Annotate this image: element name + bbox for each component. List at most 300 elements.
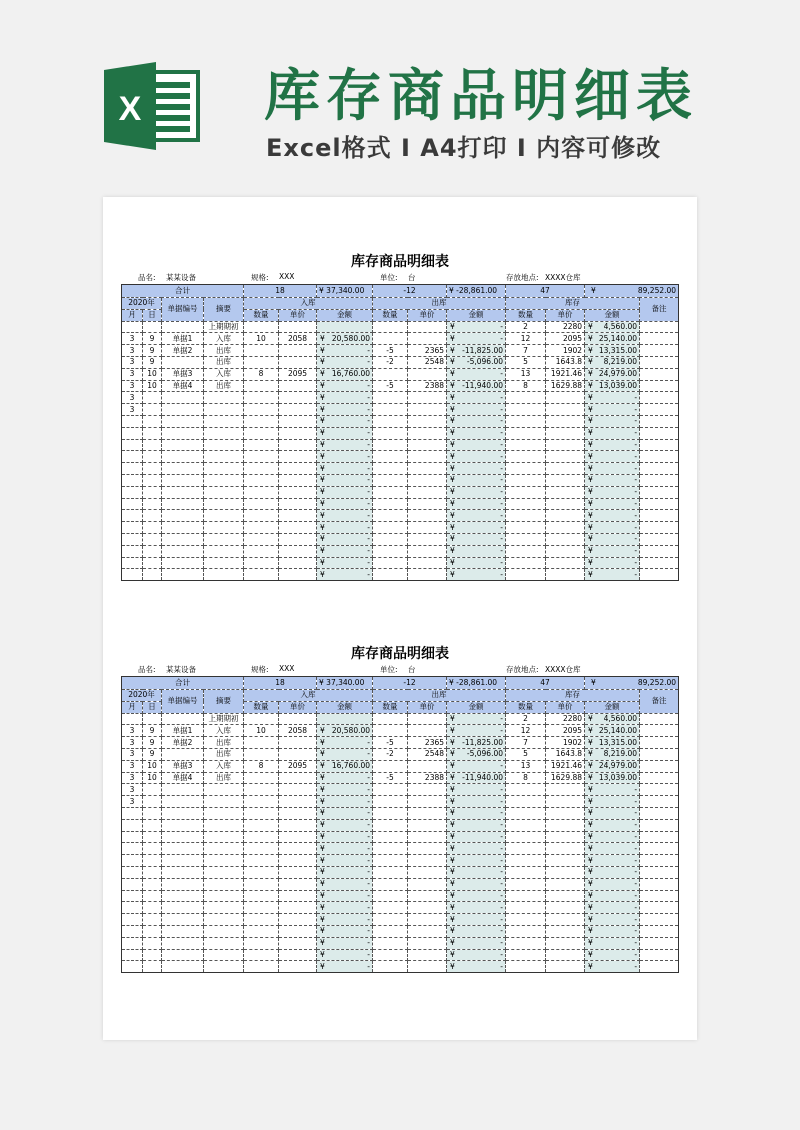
currency-symbol: ¥ [588,737,593,747]
in-amount-cell [317,380,373,392]
in-price-cell [279,937,317,949]
currency-symbol: ¥ [450,546,455,556]
currency-symbol: ¥ [320,569,325,579]
summary-cell [204,866,244,878]
amount-value: - [367,890,371,900]
out-qty-cell [373,902,408,914]
currency-symbol: ¥ [450,749,455,759]
in-qty-cell [244,510,279,522]
currency-symbol: ¥ [588,498,593,508]
header-stock: 库存 [506,298,640,310]
summary-cell [204,937,244,949]
header-stock: 库存 [506,690,640,702]
table-row [122,949,679,961]
currency-symbol: ¥ [450,831,455,841]
doc-no-cell [162,545,204,557]
amount-value: 24,979.00 [598,369,638,379]
stock-price-cell [546,451,585,463]
stock-amount-cell [585,831,640,843]
out-qty-cell [373,949,408,961]
in-qty-cell [244,463,279,475]
total-stock-amount [585,677,679,690]
month-cell: 3 [122,784,143,796]
out-price-cell [408,333,447,345]
currency-symbol: ¥ [450,451,455,461]
stock-qty-cell [506,831,546,843]
amount-value: - [500,879,504,889]
currency-symbol: ¥ [320,522,325,532]
amount-value: - [367,522,371,532]
amount-value: -5,096.00 [466,749,504,759]
amount-value: -11,825.00 [462,345,504,355]
doc-no-cell [162,463,204,475]
stock-price-cell [546,533,585,545]
remark-cell [640,404,679,416]
in-price-cell [279,463,317,475]
day-cell [143,843,162,855]
amount-value: - [500,867,504,877]
header-in-amount: 金额 [317,701,373,713]
amount-value: -5,096.00 [466,357,504,367]
table-row [122,368,679,380]
currency-symbol: ¥ [588,914,593,924]
stock-price-cell [546,937,585,949]
out-qty-cell [373,784,408,796]
amount-value: 8,219.00 [603,749,638,759]
out-amount-cell [447,380,506,392]
month-cell [122,855,143,867]
amount-value: - [634,961,638,971]
out-qty-cell [373,961,408,973]
total-in-qty: 18 [244,285,317,298]
stock-amount-cell [585,890,640,902]
stock-qty-cell [506,486,546,498]
month-cell [122,545,143,557]
out-price-cell [408,784,447,796]
in-amount-cell [317,439,373,451]
day-cell [143,961,162,973]
amount-value: - [634,451,638,461]
out-amount-cell [447,439,506,451]
amount-value: - [500,949,504,959]
in-price-cell [279,522,317,534]
currency-symbol: ¥ [450,938,455,948]
currency-symbol: ¥ [450,949,455,959]
out-qty-cell: -5 [373,345,408,357]
out-qty-cell [373,415,408,427]
out-price-cell: 2365 [408,737,447,749]
doc-no-cell: 单据4 [162,380,204,392]
out-amount-cell [447,356,506,368]
out-qty-cell [373,392,408,404]
doc-no-cell [162,533,204,545]
summary-cell [204,463,244,475]
amount-value: - [367,487,371,497]
out-price-cell: 2388 [408,380,447,392]
summary-cell: 入库 [204,725,244,737]
stock-qty-cell [506,404,546,416]
unit-label: 单位: [380,273,398,282]
in-qty-cell [244,392,279,404]
in-amount-cell [317,902,373,914]
stock-price-cell [546,831,585,843]
currency-symbol: ¥ [588,428,593,438]
header-out-amount: 金额 [447,309,506,321]
out-qty-cell [373,866,408,878]
out-price-cell [408,855,447,867]
out-qty-cell [373,796,408,808]
remark-cell [640,819,679,831]
amount-value: - [500,820,504,830]
amount-value: -11,940.00 [462,772,504,782]
summary-cell: 上期期初 [204,321,244,333]
out-amount-cell [447,949,506,961]
day-cell: 9 [143,748,162,760]
day-cell [143,474,162,486]
summary-cell: 出库 [204,737,244,749]
amount-value: - [500,463,504,473]
out-price-cell: 2548 [408,748,447,760]
doc-no-cell [162,890,204,902]
in-amount-cell [317,510,373,522]
summary-cell [204,451,244,463]
out-amount-cell [447,474,506,486]
in-amount-cell [317,831,373,843]
out-qty-cell [373,855,408,867]
stock-amount-cell [585,522,640,534]
out-price-cell [408,439,447,451]
out-amount-cell [447,890,506,902]
in-qty-cell [244,356,279,368]
in-price-cell [279,772,317,784]
doc-no-cell [162,902,204,914]
day-cell [143,949,162,961]
totals-label: 合计 [122,677,244,690]
in-qty-cell [244,866,279,878]
summary-cell [204,878,244,890]
header-stock-price: 单价 [546,701,585,713]
currency-symbol: ¥ [450,534,455,544]
out-qty-cell [373,807,408,819]
stock-amount-cell [585,380,640,392]
amount-value: - [500,914,504,924]
stock-price-cell [546,866,585,878]
in-amount-cell [317,557,373,569]
stock-price-cell [546,925,585,937]
unit-value: 台 [408,273,416,282]
banner-subtitle: Excel格式 I A4打印 I 内容可修改 [266,134,662,162]
doc-no-cell [162,439,204,451]
header-remark: 备注 [640,298,679,322]
table-row [122,760,679,772]
header-day: 日 [143,701,162,713]
amount-value: - [500,938,504,948]
table-row [122,772,679,784]
stock-amount-cell [585,463,640,475]
day-cell: 10 [143,760,162,772]
currency-symbol: ¥ [450,392,455,402]
stock-qty-cell [506,866,546,878]
doc-no-cell [162,569,204,581]
day-cell [143,855,162,867]
amount-value: - [500,510,504,520]
amount-value: 25,140.00 [598,333,638,343]
in-qty-cell [244,914,279,926]
currency-symbol: ¥ [450,867,455,877]
out-price-cell [408,510,447,522]
total-in-amount: ¥ 37,340.00 [317,677,373,690]
doc-no-cell [162,914,204,926]
doc-no-cell [162,937,204,949]
month-cell: 3 [122,345,143,357]
in-qty-cell [244,784,279,796]
currency-symbol: ¥ [450,475,455,485]
currency-symbol: ¥ [588,463,593,473]
day-cell [143,510,162,522]
location-label: 存放地点: [506,273,539,282]
stock-amount-cell [585,356,640,368]
stock-amount-cell [585,937,640,949]
out-amount-cell [447,831,506,843]
month-cell: 3 [122,737,143,749]
currency-symbol: ¥ [320,938,325,948]
table-row [122,474,679,486]
doc-no-cell [162,713,204,725]
currency-symbol: ¥ [320,333,325,343]
currency-symbol: ¥ [450,522,455,532]
month-cell: 3 [122,772,143,784]
amount-value: - [500,498,504,508]
name-label: 品名: [138,665,156,674]
doc-no-cell [162,557,204,569]
remark-cell [640,961,679,973]
remark-cell [640,368,679,380]
doc-no-cell [162,498,204,510]
amount-value: - [500,796,504,806]
month-cell [122,498,143,510]
remark-cell [640,796,679,808]
in-amount-cell [317,855,373,867]
day-cell: 9 [143,345,162,357]
currency-symbol: ¥ [588,569,593,579]
currency-symbol: ¥ [320,534,325,544]
table-row [122,855,679,867]
in-price-cell [279,855,317,867]
in-qty-cell: 8 [244,368,279,380]
stock-amount-cell [585,843,640,855]
amount-value: 13,039.00 [598,380,638,390]
summary-cell [204,890,244,902]
amount-value: 24,979.00 [598,761,638,771]
amount-value: - [367,938,371,948]
currency-symbol: ¥ [588,534,593,544]
currency-symbol: ¥ [450,498,455,508]
stock-qty-cell [506,557,546,569]
month-cell [122,902,143,914]
amount-value: - [367,879,371,889]
stock-qty-cell: 7 [506,737,546,749]
in-price-cell [279,961,317,973]
out-price-cell [408,463,447,475]
amount-value: - [367,546,371,556]
currency-symbol: ¥ [450,772,455,782]
stock-qty-cell: 12 [506,725,546,737]
summary-cell [204,902,244,914]
currency-symbol: ¥ [588,557,593,567]
amount-value: - [500,890,504,900]
currency-symbol: ¥ [450,357,455,367]
in-qty-cell [244,427,279,439]
summary-cell [204,392,244,404]
sheet-title: 库存商品明细表 [351,646,449,662]
currency-symbol: ¥ [588,902,593,912]
currency-symbol: ¥ [320,961,325,971]
stock-price-cell [546,486,585,498]
in-price-cell: 2095 [279,368,317,380]
amount-value: - [367,357,371,367]
stock-amount-cell [585,878,640,890]
out-qty-cell [373,878,408,890]
location-label: 存放地点: [506,665,539,674]
stock-qty-cell: 7 [506,345,546,357]
currency-symbol: ¥ [591,286,596,295]
total-stock-amount [585,285,679,298]
table-row [122,902,679,914]
stock-amount-cell [585,427,640,439]
amount-value: - [634,534,638,544]
stock-amount-cell [585,451,640,463]
amount-value: 16,760.00 [331,369,371,379]
amount-value: - [367,749,371,759]
currency-symbol: ¥ [320,369,325,379]
in-amount-cell [317,392,373,404]
day-cell: 9 [143,737,162,749]
unit-value: 台 [408,665,416,674]
in-qty-cell [244,415,279,427]
remark-cell [640,902,679,914]
currency-symbol: ¥ [450,439,455,449]
out-amount-cell [447,914,506,926]
header-summary: 摘要 [204,690,244,714]
in-price-cell [279,890,317,902]
doc-no-cell [162,949,204,961]
header-out-price: 单价 [408,701,447,713]
header-doc-no: 单据编号 [162,690,204,714]
out-amount-cell [447,784,506,796]
stock-qty-cell [506,784,546,796]
unit-label: 单位: [380,665,398,674]
out-amount-cell [447,807,506,819]
amount-value: - [367,380,371,390]
doc-no-cell [162,831,204,843]
month-cell [122,843,143,855]
remark-cell [640,784,679,796]
table-row [122,784,679,796]
amount-value: - [634,404,638,414]
out-qty-cell [373,831,408,843]
out-price-cell [408,890,447,902]
day-cell [143,807,162,819]
in-qty-cell [244,545,279,557]
currency-symbol: ¥ [450,487,455,497]
header-stock-amount: 金额 [585,309,640,321]
in-amount-cell [317,819,373,831]
inventory-sheet [121,252,679,581]
amount-value: - [500,451,504,461]
out-price-cell [408,427,447,439]
doc-no-cell [162,356,204,368]
out-amount-cell [447,451,506,463]
header-in-price: 单价 [279,701,317,713]
in-amount-cell [317,878,373,890]
summary-cell: 入库 [204,760,244,772]
currency-symbol: ¥ [320,475,325,485]
stock-amount-cell [585,404,640,416]
summary-cell: 入库 [204,368,244,380]
table-row [122,713,679,725]
currency-symbol: ¥ [588,879,593,889]
currency-symbol: ¥ [320,416,325,426]
day-cell [143,937,162,949]
stock-amount-cell [585,760,640,772]
in-amount-cell [317,890,373,902]
stock-qty-cell [506,522,546,534]
currency-symbol: ¥ [320,796,325,806]
stock-qty-cell [506,925,546,937]
currency-symbol: ¥ [588,510,593,520]
day-cell [143,439,162,451]
stock-price-cell [546,557,585,569]
remark-cell [640,415,679,427]
remark-cell [640,725,679,737]
day-cell [143,451,162,463]
table-row [122,415,679,427]
amount-value: - [367,796,371,806]
stock-price-cell: 1921.46 [546,368,585,380]
month-cell: 3 [122,725,143,737]
amount-value: - [367,416,371,426]
out-price-cell [408,545,447,557]
out-amount-cell [447,796,506,808]
summary-cell: 出库 [204,345,244,357]
day-cell: 10 [143,380,162,392]
amount-value: - [500,546,504,556]
remark-cell [640,890,679,902]
in-qty-cell [244,772,279,784]
remark-cell [640,772,679,784]
table-row [122,557,679,569]
currency-symbol: ¥ [588,749,593,759]
out-price-cell [408,807,447,819]
month-cell [122,557,143,569]
out-qty-cell [373,522,408,534]
out-price-cell [408,451,447,463]
summary-cell [204,533,244,545]
amount-value: - [634,938,638,948]
stock-amount-cell [585,368,640,380]
currency-symbol: ¥ [588,784,593,794]
table-row [122,545,679,557]
amount-value: 89,252.00 [637,286,677,295]
stock-qty-cell [506,415,546,427]
table-row [122,380,679,392]
out-price-cell [408,961,447,973]
in-qty-cell [244,937,279,949]
in-amount-cell [317,415,373,427]
stock-amount-cell [585,784,640,796]
stock-price-cell: 1629.88 [546,380,585,392]
amount-value: - [634,843,638,853]
